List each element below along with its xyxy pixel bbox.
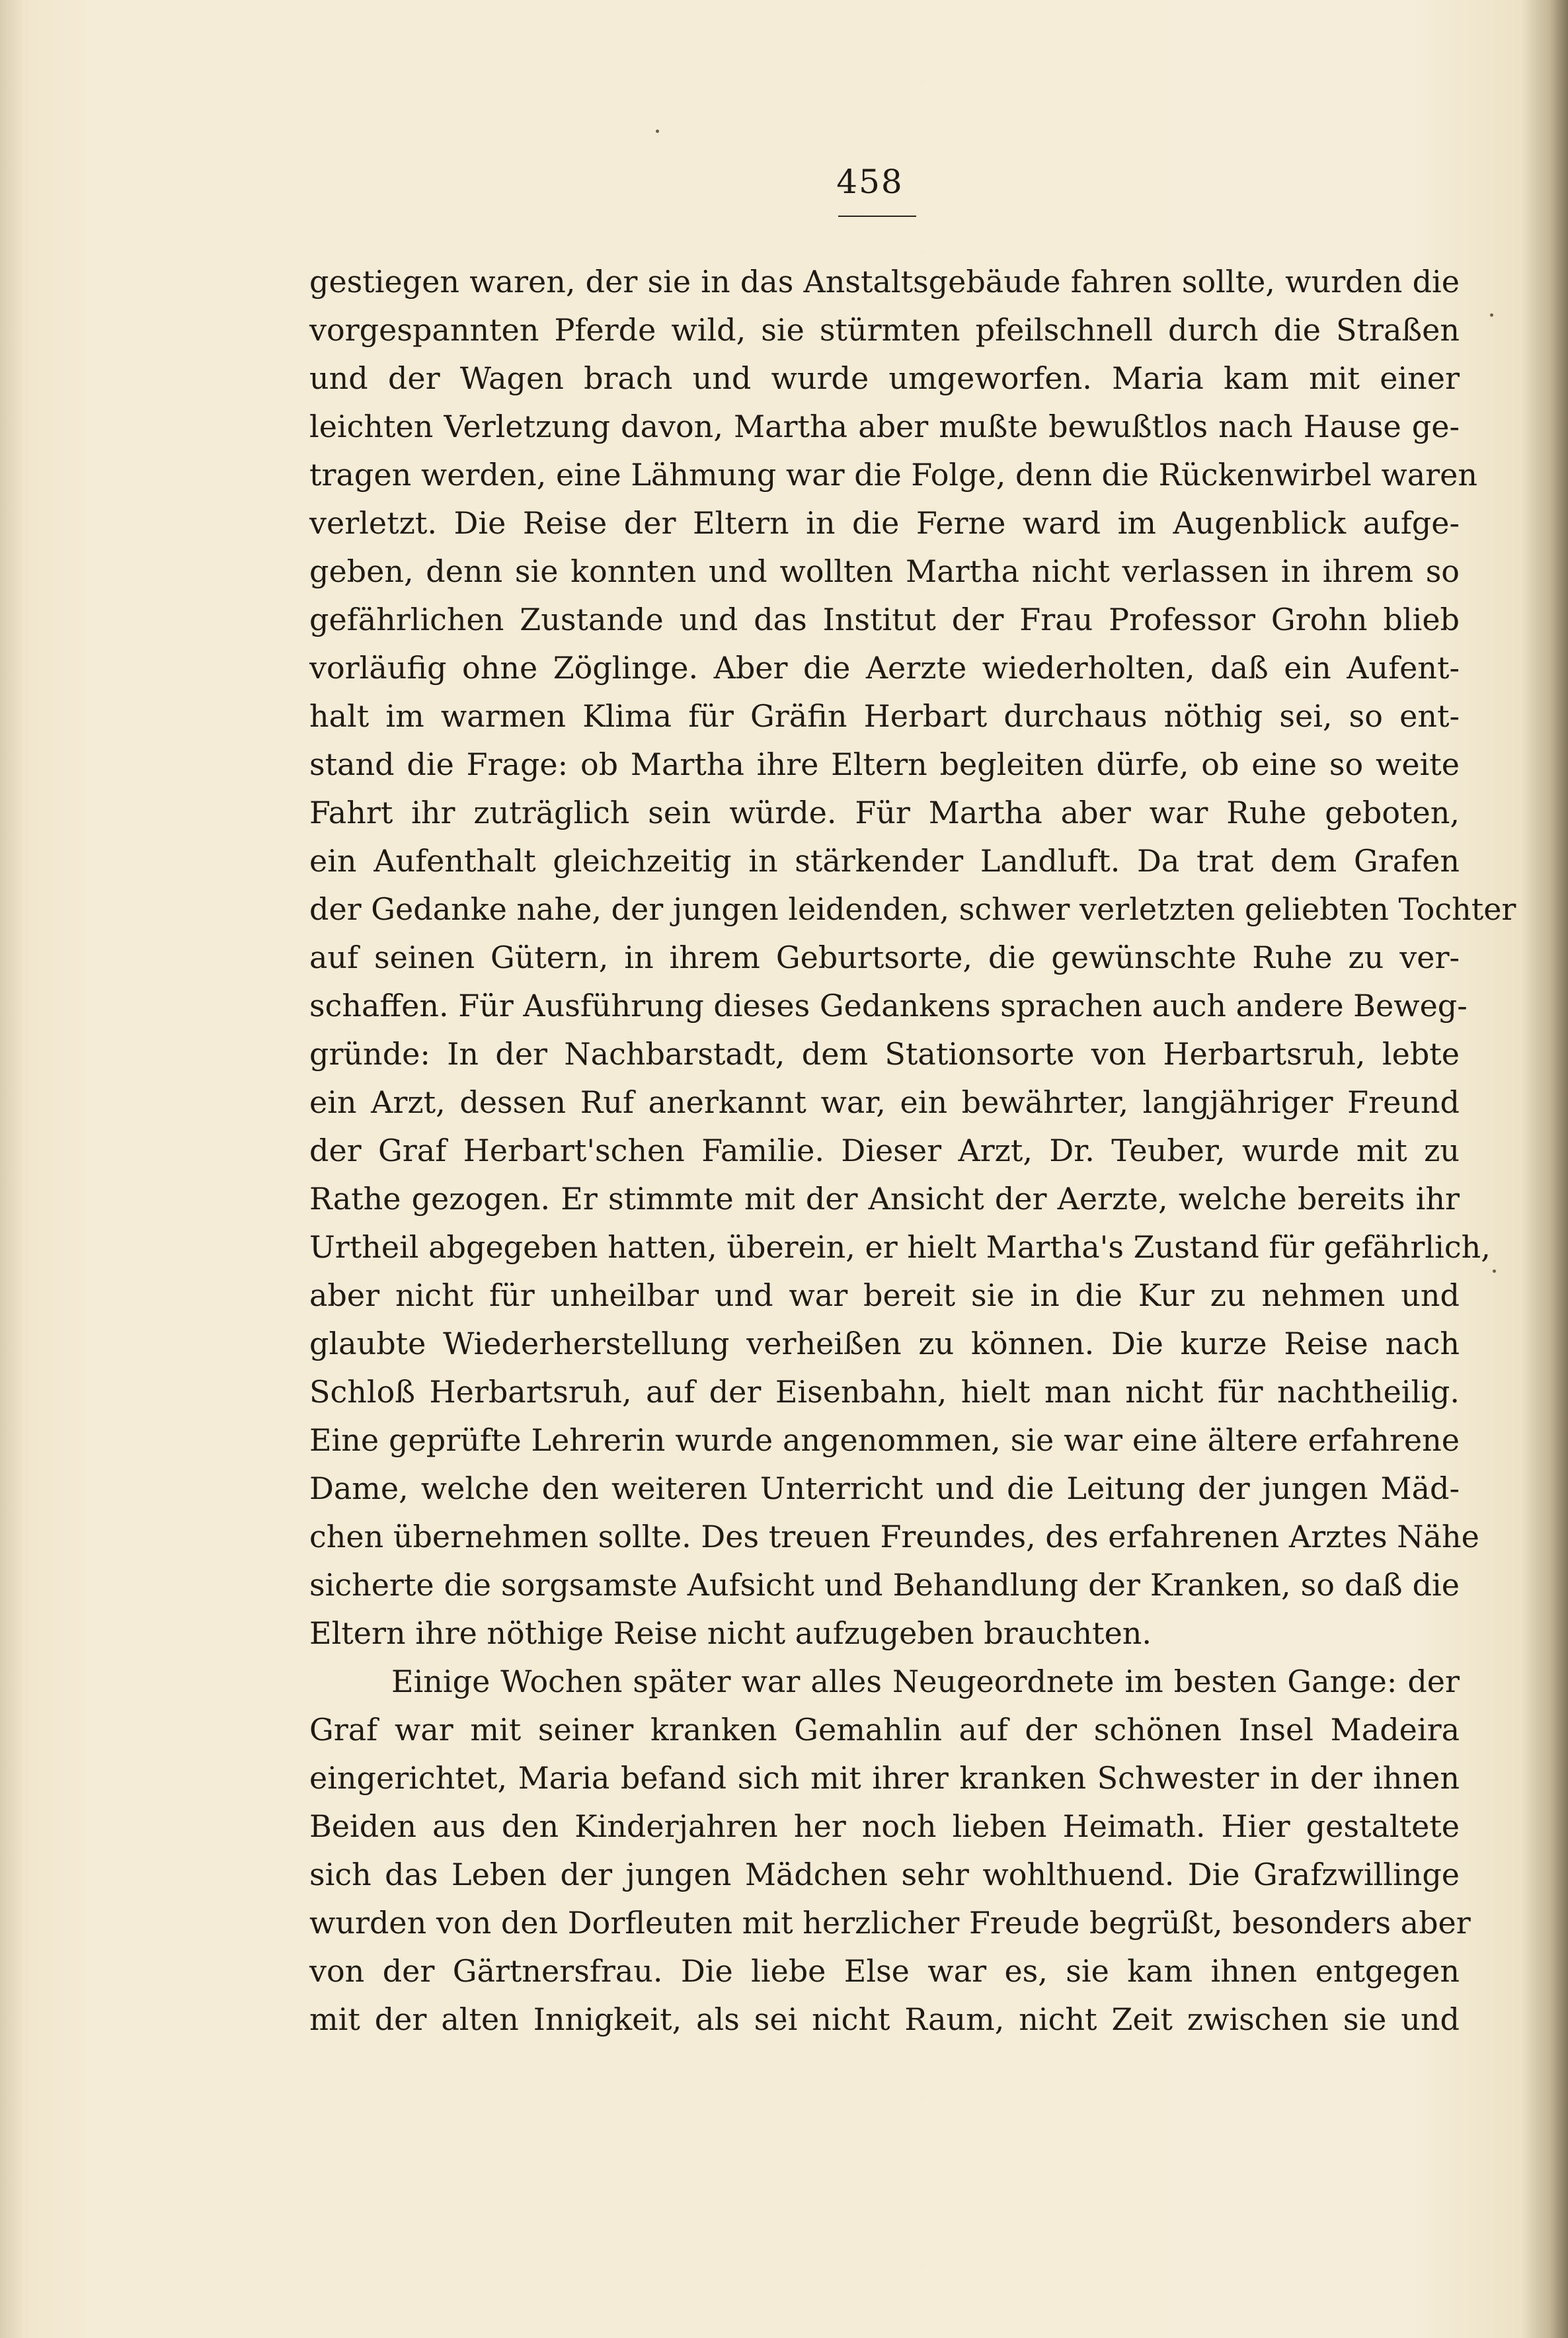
text-line: verletzt. Die Reise der Eltern in die Ferne ward im Augenblick aufge- [309,505,1460,541]
text-line: ein Aufenthalt gleichzeitig in stärkender Landluft. Da trat dem Grafen [309,843,1460,879]
text-line: eingerichtet, Maria befand sich mit ihrer kranken Schwester in der ihnen [309,1760,1460,1796]
text-line: schaffen. Für Ausführung dieses Gedankens sprachen auch andere Beweg- [309,988,1468,1024]
paper-speck [1493,1270,1496,1273]
text-line: Eine geprüfte Lehrerin wurde angenommen, sie war eine ältere erfahrene [309,1422,1460,1458]
text-line: gestiegen waren, der sie in das Anstaltsgebäude fahren sollte, wurden die [309,264,1460,300]
text-line: gefährlichen Zustande und das Institut der Frau Professor Grohn blieb [309,602,1460,637]
page-edge-shadow [1522,0,1568,2338]
text-line: Rathe gezogen. Er stimmte mit der Ansicht der Aerzte, welche bereits ihr [309,1181,1460,1217]
text-line: halt im warmen Klima für Gräfin Herbart durchaus nöthig sei, so ent- [309,698,1460,734]
text-line: ein Arzt, dessen Ruf anerkannt war, ein bewährter, langjähriger Freund [309,1084,1460,1120]
text-line: Dame, welche den weiteren Unterricht und die Leitung der jungen Mäd- [309,1471,1460,1506]
text-line: tragen werden, eine Lähmung war die Folge, denn die Rückenwirbel waren [309,457,1478,493]
body-text [309,258,1516,2044]
text-line: geben, denn sie konnten und wollten Martha nicht verlassen in ihrem so [309,553,1460,589]
text-line: Beiden aus den Kinderjahren her noch lieben Heimath. Hier gestaltete [309,1808,1460,1844]
paper-speck [1490,313,1493,317]
page-number-rule [838,216,916,217]
text-line: Einige Wochen später war alles Neugeordnete im besten Gange: der [391,1664,1460,1699]
text-line: Urtheil abgegeben hatten, überein, er hielt Martha's Zustand für gefährlich, [309,1229,1491,1265]
text-line: mit der alten Innigkeit, als sei nicht Raum, nicht Zeit zwischen sie und [309,2001,1460,2037]
text-line: auf seinen Gütern, in ihrem Geburtsorte, die gewünschte Ruhe zu ver- [309,940,1460,975]
text-line: der Gedanke nahe, der jungen leidenden, schwer verletzten geliebten Tochter [309,891,1516,927]
page-number: 458 [836,163,904,201]
text-line: Graf war mit seiner kranken Gemahlin auf der schönen Insel Madeira [309,1712,1460,1748]
text-line: leichten Verletzung davon, Martha aber mußte bewußtlos nach Hause ge- [309,409,1460,444]
text-line: Fahrt ihr zuträglich sein würde. Für Martha aber war Ruhe geboten, [309,795,1460,830]
text-line: glaubte Wiederherstellung verheißen zu können. Die kurze Reise nach [309,1326,1460,1361]
text-line: wurden von den Dorfleuten mit herzlicher Freude begrüßt, besonders aber [309,1905,1471,1941]
text-line: der Graf Herbart'schen Familie. Dieser Arzt, Dr. Teuber, wurde mit zu [309,1133,1460,1168]
text-line: vorläufig ohne Zöglinge. Aber die Aerzte wiederholten, daß ein Aufent- [309,650,1460,686]
text-line: von der Gärtnersfrau. Die liebe Else war es, sie kam ihnen entgegen [309,1953,1460,1989]
text-line: vorgespannten Pferde wild, sie stürmten pfeilschnell durch die Straßen [309,312,1460,348]
text-line: Eltern ihre nöthige Reise nicht aufzugeben brauchten. [309,1615,1152,1651]
text-line: chen übernehmen sollte. Des treuen Freundes, des erfahrenen Arztes Nähe [309,1519,1479,1554]
text-line: aber nicht für unheilbar und war bereit sie in die Kur zu nehmen und [309,1277,1460,1313]
text-line: gründe: In der Nachbarstadt, dem Stationsorte von Herbartsruh, lebte [309,1036,1460,1072]
text-line: sicherte die sorgsamste Aufsicht und Behandlung der Kranken, so daß die [309,1567,1460,1603]
text-line: sich das Leben der jungen Mädchen sehr wohlthuend. Die Grafzwillinge [309,1857,1460,1892]
page-gutter-shadow [0,0,24,2338]
paper-speck [656,130,659,133]
text-line: und der Wagen brach und wurde umgeworfen. Maria kam mit einer [309,360,1460,396]
text-line: Schloß Herbartsruh, auf der Eisenbahn, hielt man nicht für nachtheilig. [309,1374,1460,1410]
text-line: stand die Frage: ob Martha ihre Eltern begleiten dürfe, ob eine so weite [309,746,1460,782]
